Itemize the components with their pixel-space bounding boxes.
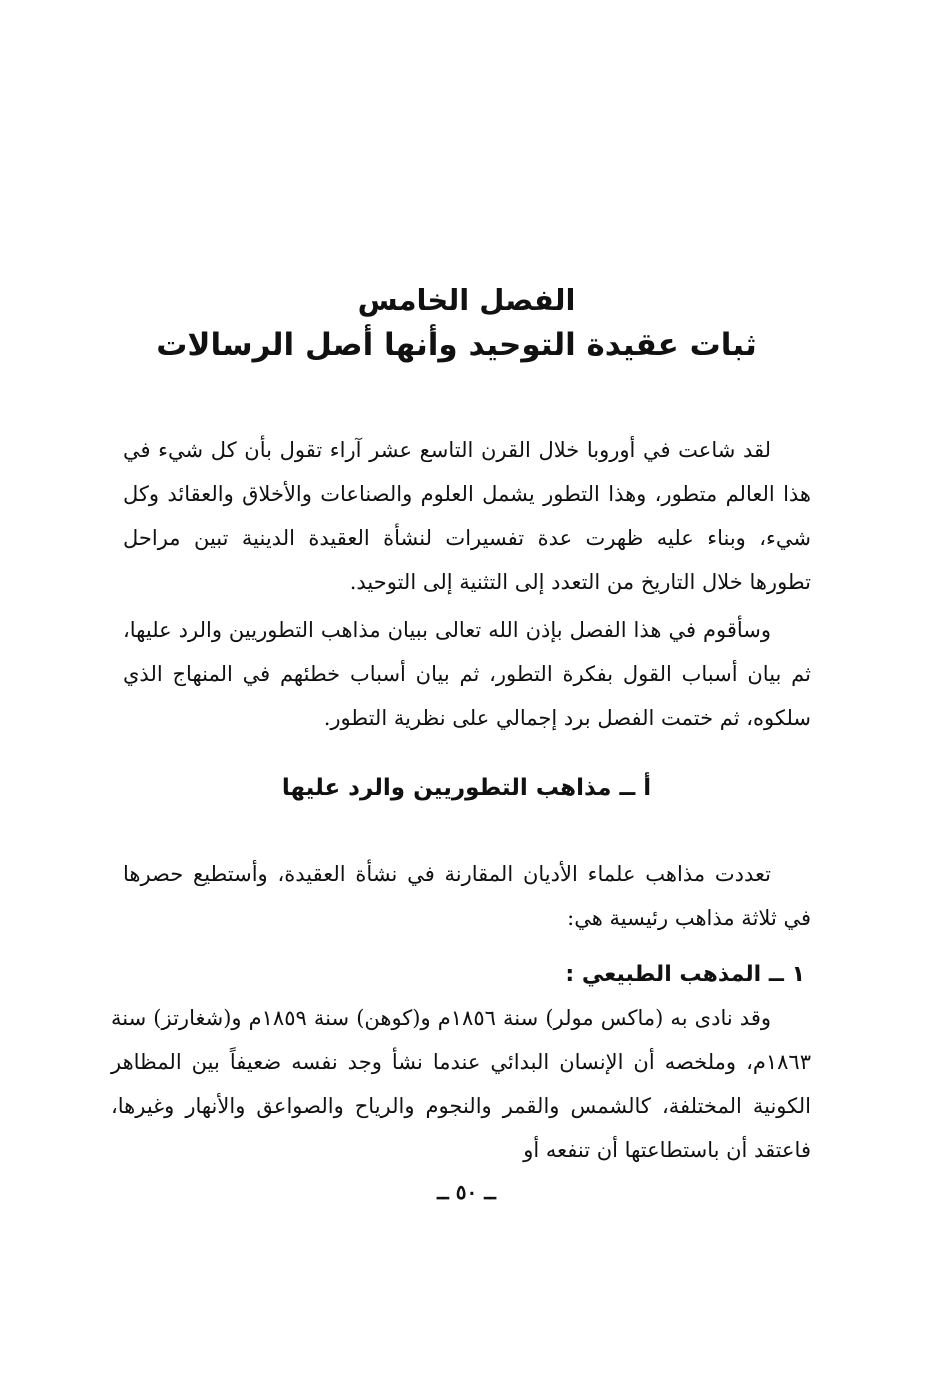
intro-paragraph: لقد شاعت في أوروبا خلال القرن التاسع عشر آراء تقول بأن كل شيء في هذا العالم متطور، وهذا التطور يشمل العلوم والصناعات والأخلاق والعقائد وكل شيء، وبناء عليه ظهرت عدة تفسيرات لنشأة العقيدة الدينية تبين مراحل تطورها خلال التاريخ من التعدد إلى التثنية إلى التوحيد.: [123, 438, 811, 594]
page-number: ــ ٥٠ ــ: [437, 1180, 496, 1204]
subsection-heading-natural-school: ١ ــ المذهب الطبيعي :: [565, 962, 805, 987]
section-heading-a: أ ــ مذاهب التطوريين والرد عليها: [281, 775, 652, 801]
plan-paragraph: وسأقوم في هذا الفصل بإذن الله تعالى ببيان مذاهب التطوريين والرد عليها، ثم بيان أسباب القول بفكرة التطور، ثم بيان أسباب خطئهم في المنهاج الذي سلكوه، ثم ختمت الفصل برد إجمالي على نظرية التطور.: [123, 618, 811, 730]
natural-school-paragraph: وقد نادى به (ماكس مولر) سنة ١٨٥٦م و(كوهن) سنة ١٨٥٩م و(شغارتز) سنة ١٨٦٣م، وملخصه أن الإنسان البدائي عندما نشأ وجد نفسه ضعيفاً بين المظاهر الكونية المختلفة، كالشمس والقمر والنجوم والرياح والصواعق والأنهار وغيرها، فاعتقد أن باستطاعتها أن تنفعه أو: [111, 1006, 811, 1162]
chapter-number: الفصل الخامس: [357, 283, 576, 317]
chapter-heading: [0, 278, 933, 368]
schools-intro-paragraph: تعددت مذاهب علماء الأديان المقارنة في نشأة العقيدة، وأستطيع حصرها في ثلاثة مذاهب رئيسية هي:: [123, 862, 811, 930]
chapter-title: ثبات عقيدة التوحيد وأنها أصل الرسالات: [156, 327, 757, 363]
